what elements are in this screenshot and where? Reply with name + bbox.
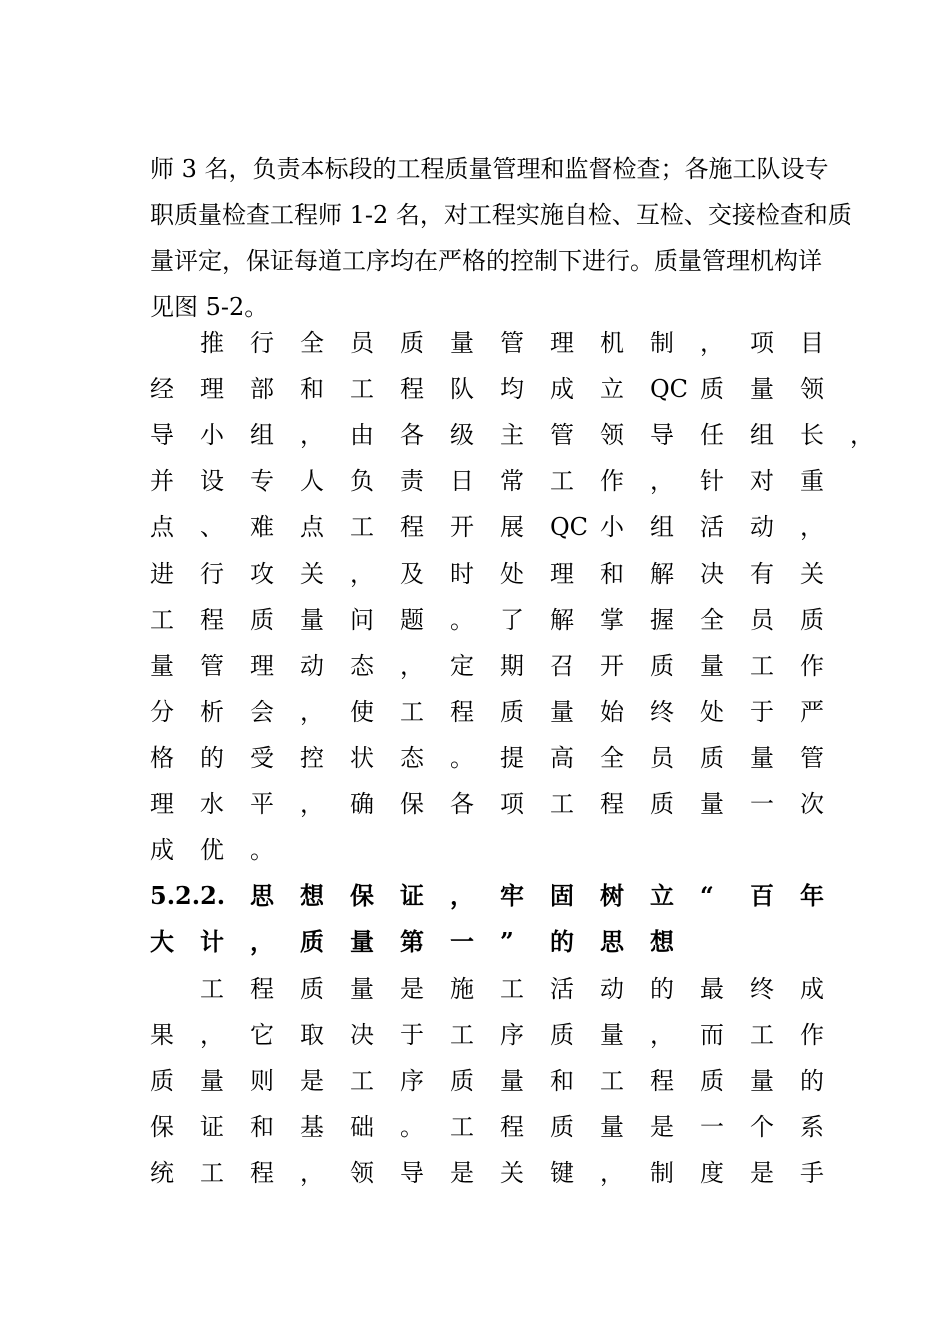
char: 责 [400,467,424,496]
char: 管 [200,651,224,680]
text-line [0,873,950,919]
char: 重 [800,467,824,496]
char: 百 [750,881,774,910]
char: 第 [400,927,424,957]
char: 果 [150,1021,174,1050]
char: 员 [350,329,374,357]
char: 质 [700,375,724,404]
text-line [0,551,950,597]
char: 及 [400,559,424,588]
char: 工 [500,975,524,1003]
char: 始 [600,697,624,726]
char: 展 [500,513,524,542]
char: 个 [750,1113,774,1142]
char: 作 [800,651,824,680]
char: 部 [250,375,274,404]
text-line [0,238,950,284]
char: ， [650,467,674,496]
char: 格 [150,743,174,772]
char: 工 [350,375,374,404]
text-line [0,366,950,412]
char: 程 [450,697,474,726]
char: ， [600,1159,624,1188]
line-text: 见图 5-2。 [150,293,269,321]
char: 工 [550,467,574,496]
char: 关 [300,559,324,588]
char: 工 [750,1021,774,1050]
char: 固 [550,881,574,910]
char: 负 [350,467,374,496]
char: 问 [350,605,374,634]
line-text: 职质量检查工程师 1-2 名，对工程实施自检、互检、交接检查和质 [150,201,852,229]
char: 量 [200,1067,224,1096]
char: 工 [350,513,374,542]
char: 定 [450,651,474,680]
char: 序 [400,1067,424,1096]
char: 制 [650,1159,674,1188]
char: 度 [700,1159,724,1188]
text-line [0,919,950,965]
char: 项 [500,790,524,818]
char: ， [400,651,424,680]
char: 处 [500,559,524,588]
char: 各 [450,790,474,818]
char: 而 [700,1021,724,1050]
char: 程 [650,1067,674,1096]
char: 质 [300,975,324,1003]
char: 领 [800,375,824,404]
char: 领 [600,421,624,450]
char: 量 [300,605,324,634]
char: 级 [450,421,474,450]
char: 动 [600,975,624,1003]
char: 理 [150,790,174,818]
char: 点 [150,513,174,542]
char: 理 [200,375,224,404]
char: 工 [350,1067,374,1096]
char: 水 [200,790,224,818]
char: 长 [800,421,824,450]
char: 工 [400,697,424,726]
char: 程 [500,1113,524,1142]
char: 项 [750,329,774,357]
char: 工 [150,605,174,634]
char: 专 [250,467,274,496]
char: ， [650,1021,674,1050]
char: 关 [800,559,824,588]
char: 开 [450,513,474,542]
char: 理 [550,559,574,588]
char: 。 [250,836,274,865]
char: 作 [600,467,624,496]
char: 日 [450,467,474,496]
char: 期 [500,651,524,680]
text-line [0,597,950,643]
char: 证 [400,881,424,910]
char: 决 [700,559,724,588]
char: ， [200,1021,224,1050]
text-line [0,192,950,238]
char: 量 [500,1067,524,1096]
text-line [0,689,950,735]
text-line [0,1012,950,1058]
char: 量 [750,1067,774,1096]
char: 序 [500,1021,524,1050]
char: 和 [300,375,324,404]
char: 员 [750,605,774,634]
char: 人 [300,467,324,496]
char: 分 [150,697,174,726]
char: 质 [250,605,274,634]
char: 、 [200,513,224,542]
text-line [0,643,950,689]
char: 和 [600,559,624,588]
char: 成 [800,975,824,1003]
char: 了 [500,605,524,634]
char: 于 [400,1021,424,1050]
char: 的 [550,927,574,957]
char: 控 [300,743,324,772]
char: 础 [350,1113,374,1142]
char: 动 [750,513,774,542]
char: 管 [800,743,824,772]
char: 施 [450,975,474,1003]
char: 程 [250,1159,274,1188]
char: 动 [300,651,324,680]
char: 量 [550,697,574,726]
char: 量 [600,1021,624,1050]
text-line [0,320,950,366]
char: 态 [350,651,374,680]
char: 想 [300,881,324,910]
char: “ [700,881,714,910]
char: 保 [350,881,374,910]
char: 质 [550,1021,574,1050]
char: 工 [450,1021,474,1050]
char: 设 [200,467,224,496]
char: 一 [450,927,474,957]
char: 思 [250,881,274,910]
char: 机 [600,329,624,357]
char: 有 [750,559,774,588]
char: 导 [150,421,174,450]
char: 理 [250,651,274,680]
char: 证 [200,1113,224,1142]
char: 程 [200,605,224,634]
char: 导 [650,421,674,450]
char: ， [250,927,274,957]
char: 量 [750,743,774,772]
char: 一 [700,1113,724,1142]
char: 程 [600,790,624,818]
char: 会 [250,697,274,726]
text-line [0,781,950,827]
char: 解 [550,605,574,634]
char: 组 [250,421,274,450]
char: 质 [650,651,674,680]
char: 质 [150,1067,174,1096]
char: ， [300,1159,324,1188]
char: ， [350,559,374,588]
char: 工 [550,790,574,818]
char: 平 [250,790,274,818]
char: 攻 [250,559,274,588]
char: 想 [650,927,674,957]
char: 全 [700,605,724,634]
char: 5.2.2. [150,881,226,910]
char: 提 [500,743,524,772]
char: 小 [600,513,624,542]
char: 质 [500,697,524,726]
line-text: 师 3 名，负责本标段的工程质量管理和监督检查；各施工队设专 [150,155,829,183]
char: 管 [550,421,574,450]
char: 是 [300,1067,324,1096]
char: 题 [400,605,424,634]
char: 由 [350,421,374,450]
char: 任 [700,421,724,450]
char: 对 [750,467,774,496]
char: 量 [150,651,174,680]
char: 质 [450,1067,474,1096]
char: 质 [650,790,674,818]
char: 是 [400,975,424,1003]
char: 使 [350,697,374,726]
char: 一 [750,790,774,818]
char: 键 [550,1159,574,1188]
char: 召 [550,651,574,680]
char: 工 [600,1067,624,1096]
text-line [0,458,950,504]
char: 活 [550,975,574,1003]
char: QC [550,513,589,542]
char: 态 [400,743,424,772]
char: 点 [300,513,324,542]
char: 系 [800,1113,824,1142]
char: 量 [700,651,724,680]
char: 并 [150,467,174,496]
char: 经 [150,375,174,404]
char: 统 [150,1159,174,1188]
char: 立 [650,881,674,910]
char: 和 [250,1113,274,1142]
text-line [0,1150,950,1196]
char: 队 [450,375,474,404]
char: 推 [200,329,224,357]
char: 组 [650,513,674,542]
char: 则 [250,1067,274,1096]
char: 小 [200,421,224,450]
text-line [0,504,950,550]
char: 各 [400,421,424,450]
char: 活 [700,513,724,542]
char: 年 [800,881,824,910]
char: 的 [200,743,224,772]
char: 手 [800,1159,824,1188]
char: ， [300,421,324,450]
text-line [0,146,950,192]
char: 处 [700,697,724,726]
char: 掌 [600,605,624,634]
char: 的 [800,1067,824,1096]
char: 保 [400,790,424,818]
char: 质 [700,1067,724,1096]
line-text: 量评定，保证每道工序均在严格的控制下进行。质量管理机构详 [150,247,822,275]
char: 思 [600,927,624,957]
char: 于 [750,697,774,726]
char: 量 [600,1113,624,1142]
char: 量 [350,975,374,1003]
char: 终 [650,697,674,726]
char: ， [300,790,324,818]
char: 成 [150,836,174,865]
char: 难 [250,513,274,542]
char: 目 [800,329,824,357]
char: 量 [700,790,724,818]
char: 决 [350,1021,374,1050]
char: 质 [800,605,824,634]
char: 针 [700,467,724,496]
char: 成 [550,375,574,404]
text-line [0,412,950,458]
char: ， [700,329,724,357]
char: 严 [800,697,824,726]
char: ， [850,421,874,450]
char: 全 [300,329,324,357]
char: 领 [350,1159,374,1188]
char: 高 [550,743,574,772]
char: 质 [550,1113,574,1142]
char: 管 [500,329,524,357]
char: ” [500,927,514,957]
char: QC [650,375,689,404]
char: 树 [600,881,624,910]
char: 工 [200,1159,224,1188]
char: 员 [650,743,674,772]
char: 受 [250,743,274,772]
char: 基 [300,1113,324,1142]
char: 。 [450,743,474,772]
char: 保 [150,1113,174,1142]
text-line [0,966,950,1012]
char: 立 [600,375,624,404]
char: 量 [350,927,374,957]
char: 制 [650,329,674,357]
char: 程 [400,375,424,404]
char: 组 [750,421,774,450]
char: ， [800,513,824,542]
char: 关 [500,1159,524,1188]
char: 最 [700,975,724,1003]
char: 量 [750,375,774,404]
char: 工 [750,651,774,680]
text-line [0,735,950,781]
char: 主 [500,421,524,450]
text-line [0,1104,950,1150]
char: 取 [300,1021,324,1050]
char: 程 [250,975,274,1003]
char: 大 [150,927,174,957]
char: 析 [200,697,224,726]
char: 均 [500,375,524,404]
char: 是 [750,1159,774,1188]
char: 时 [450,559,474,588]
char: 质 [400,329,424,357]
char: 。 [400,1113,424,1142]
char: 优 [200,836,224,865]
char: 行 [250,329,274,357]
char: 状 [350,743,374,772]
char: 它 [250,1021,274,1050]
char: 常 [500,467,524,496]
char: 解 [650,559,674,588]
char: 全 [600,743,624,772]
char: 质 [300,927,324,957]
char: 。 [450,605,474,634]
text-line [0,1058,950,1104]
text-line [0,827,950,873]
char: 工 [450,1113,474,1142]
char: 确 [350,790,374,818]
char: 量 [450,329,474,357]
char: 是 [450,1159,474,1188]
char: 握 [650,605,674,634]
char: 终 [750,975,774,1003]
char: 程 [400,513,424,542]
char: 次 [800,790,824,818]
char: 是 [650,1113,674,1142]
char: 理 [550,329,574,357]
char: 导 [400,1159,424,1188]
char: 进 [150,559,174,588]
char: 和 [550,1067,574,1096]
char: 开 [600,651,624,680]
char: 作 [800,1021,824,1050]
char: 行 [200,559,224,588]
char: 牢 [500,881,524,910]
char: ， [450,881,474,910]
char: 计 [200,927,224,957]
char: ， [300,697,324,726]
char: 工 [200,975,224,1003]
char: 的 [650,975,674,1003]
char: 质 [700,743,724,772]
